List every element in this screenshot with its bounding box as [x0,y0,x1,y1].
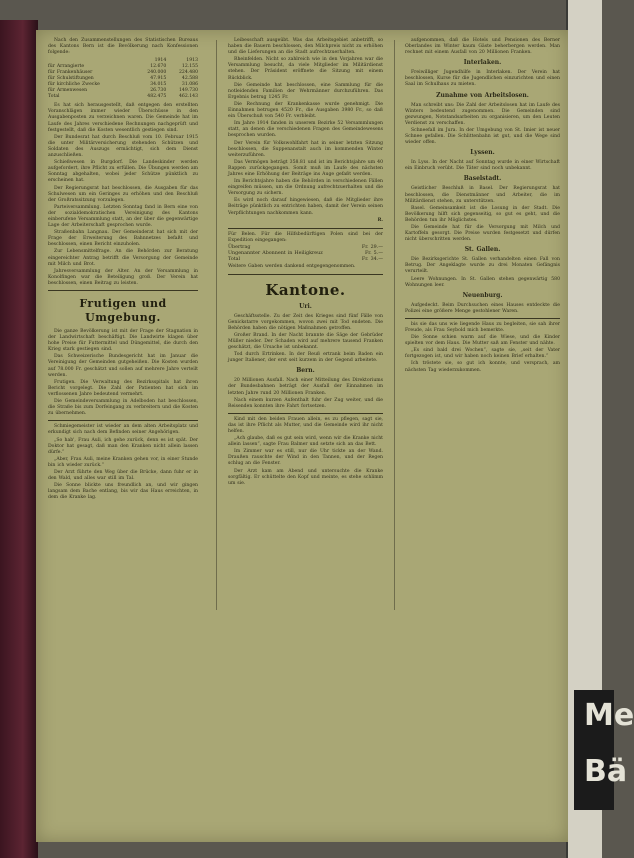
section-rule [405,318,560,319]
story-paragraph: Der Arzt führte den Weg über die Brücke, dann fuhr er in den Wald, und alles war still im Tal. [48,469,198,482]
subsection-heading: Uri. [299,302,312,310]
statistics-table [48,58,198,100]
table-cell: für kirchliche Zwecke [48,82,100,88]
article-paragraph: Nach den Zusammenstellungen des Statistischen Bureaus des Kantons Bern ist die Bevölkerung nach Konfessionen folgende: [48,38,198,56]
article-paragraph: Es hat sich herausgestellt, daß entgegen den erstellten Voranschlägen immer wieder Überschüsse in den Ausgabenposten zu verzeichnen waren. Die Gemeinde hat im Laufe des Jahres verschiedene Rechnungen nachgeprüft und festgestellt, daß die Kosten wesentlich gestiegen sind. [48,103,198,133]
article-paragraph: 20 Millionen Ausfall. Nach einer Mitteilung des Direktoriums der Bundesbahnen beträgt der Ausfall der Einnahmen im letzten Jahre rund 20 Millionen Franken. [228,378,383,396]
donation-label: Übertrag [228,244,251,250]
table-cell: für Arrangierte [48,64,85,70]
story-paragraph: Ich tröstete sie, so gut ich konnte, und versprach, am nächsten Tag wiederzukommen. [405,361,560,373]
table-cell: 1913 [186,58,198,64]
article-paragraph: Im Berichtsjahre haben die Behörden in verschiedenen Fällen eingreifen müssen, um die Ordnung aufrechtzuerhalten und die Versorgung zu sichern. [228,179,383,197]
column-divider [216,40,217,610]
adjacent-page-fragment-2: Bä [584,754,628,789]
section-rule [48,290,198,291]
article-paragraph: Die Gemeinde hat für die Versorgung mit Milch und Kartoffeln gesorgt. Die Preise wurden festgesetzt und dürfen nicht überschritten werden. [405,224,560,243]
section-heading-kantone: Kantone. [265,280,346,299]
story-paragraph: „Es sind bald drei Wochen“, sagte sie, „seit der Vater fortgezogen ist, und wir haben noch keinen Brief erhalten.“ [405,348,560,360]
story-paragraph: „So hab', Frau Auli, ich gehe zurück, denn es ist spät. Der Doktor hat gesagt, daß man den Kranken nicht allein lassen dürfe.“ [48,437,198,455]
table-cell: 462.143 [179,94,198,100]
article-paragraph: Schießwesen in Burgdorf. Die Landeskinder werden aufgefordert, ihre Pflicht zu erfüllen. Die Übungen werden am Sonntag abgehalten, wobei jeder Schütze pünktlich zu erscheinen hat. [48,160,198,184]
article-paragraph: Leibesschaft ausgeübt. Was das Arbeitsgebiet anbetrifft, so haben die Bauern beschlossen, den Milchpreis nicht zu erhöhen und die Lieferungen an die Stadt aufrechtzuerhalten. [228,38,383,56]
table-cell: 149.730 [179,88,198,94]
table-cell: für Frankenhäuser [48,70,93,76]
section-rule [228,413,383,414]
article-paragraph: Man schreibt uns: Die Zahl der Arbeitslosen hat im Laufe des Winters bedeutend zugenommen. Die Gemeinden sind gezwungen, Notstandsarbeiten zu organisieren, um den Leuten Verdienst zu verschaffen. [405,102,560,126]
article-paragraph: Zur Lebensmittelfrage. An die Behörden zur Beratung eingereichter Antrag betrifft die Versorgung der Gemeinde mit Milch und Brot. [48,249,198,267]
donation-amount: Fr. 5.— [364,251,383,257]
table-cell: 240.000 [147,70,167,76]
article-paragraph: Die Gemeindeversammlung in Adelboden hat beschlossen, die Straße bis zum Dorfeingang zu verbreitern und die Kosten zu übernehmen. [48,399,198,417]
table-cell: 34.015 [150,82,167,88]
article-paragraph: Der Verein für Volkswohlfahrt hat in seiner letzten Sitzung beschlossen, die Suppenanstalt auch im kommenden Winter weiterzuführen. [228,140,383,158]
table-cell: 47.915 [150,76,167,82]
subsection-heading: Bern. [296,367,315,375]
donation-label: Ungenannter Abonnent in Heiligkreuz [228,251,323,257]
article-paragraph: Geschäftsstelle. Zu der Zeit des Krieges sind fünf Fälle von Genickstarre vorgekommen, wovon zwei mit Tod endeten. Die Behörden haben die nötigen Maßnahmen getroffen. [228,313,383,331]
book-binding [0,20,38,858]
article-paragraph: Tod durch Ertrinken. In der Reuß ertrank beim Baden ein junger Italiener, der erst seit kurzem in der Gegend arbeitete. [228,352,383,364]
donation-amount: Fr. 34.— [361,257,383,263]
subsection-heading: Zunahme von Arbeitslosen. [436,91,529,99]
article-paragraph: Die Rechnung der Krankenkasse wurde genehmigt. Die Einnahmen betrugen 4520 Fr., die Ausgaben 3980 Fr., so daß ein Überschuß von 540 Fr. verbleibt. [228,101,383,120]
article-paragraph: Parteiversammlung. Letzten Sonntag fand in Bern eine von der sozialdemokratischen Vereinigung des Kantons einberufene Versammlung statt, an der über die gegenwärtige Lage der Arbeiterschaft gesprochen wurde. [48,204,198,229]
story-paragraph: „Aber, Frau Auli, meine Kranken gehen vor, in einer Stunde bin ich wieder zurück.“ [48,456,198,468]
table-cell: 482.475 [147,94,167,100]
article-paragraph: Der Bundesrat hat durch Beschluß vom 10. Februar 1915 die unter Militärversicherung stehenden Schützen und Soldaten des Auszugs ermächtigt, sich dem Dienst anzuschließen. [48,134,198,159]
table-cell: 12.155 [181,64,198,70]
subsection-heading: Neuenburg. [462,291,503,299]
story-paragraph: Kind mit den beiden Frauen allein, es zu pflegen, sagt sie, das ist ihre Pflicht als Mutter, und die Gemeinde wird ihr nicht helfen. [228,416,383,435]
article-paragraph: Rheinfelden. Nicht so zahlreich wie in den Vorjahren war die Versammlung besucht, da viele Mitglieder im Militärdienst stehen. Der Präsident eröffnete die Sitzung mit einem Rückblick. [228,57,383,81]
section-rule [48,420,198,421]
newspaper-page [36,30,568,842]
story-paragraph: Die Sonne blickte uns freundlich an, und wir gingen langsam dem Bache entlang, bis wir das Haus erreichten, in dem die Kranke lag. [48,483,198,501]
article-paragraph: Großer Brand. In der Nacht brannte die Säge der Gebrüder Müller nieder. Der Schaden wird auf mehrere tausend Franken geschätzt, die Ursache ist unbekannt. [228,332,383,351]
article-paragraph: Der Regierungsrat hat beschlossen, die Ausgaben für das Schulwesen um ein Geringes zu erhöhen und den Beschluß der Großratssitzung vorzulegen. [48,185,198,203]
article-paragraph: Frutigen. Die Verwaltung des Bezirksspitals hat ihren Bericht vorgelegt. Die Zahl der Patienten hat sich im verflossenen Jahre bedeutend vermehrt. [48,379,198,397]
article-paragraph: Geistlicher Beschluß in Basel. Der Regierungsrat hat beschlossen, die Dienstmänner und Arbeiter, die im Militärdienst stehen, zu unterstützen. [405,186,560,204]
table-cell: 224.480 [179,70,198,76]
article-paragraph: In Lyss. In der Nacht auf Sonntag wurde in einer Wirtschaft ein Einbruch verübt. Die Täter sind noch unbekannt. [405,160,560,172]
article-paragraph: Leere Wohnungen. In St. Gallen stehen gegenwärtig 580 Wohnungen leer. [405,276,560,288]
article-paragraph: Basel. Gemeinsamkeit ist die Losung in der Stadt. Die Bevölkerung hilft sich gegenseitig, so gut es geht, und die Behörden tun ihr Möglichstes. [405,205,560,223]
subsection-heading: Baselstadt. [463,175,502,183]
table-cell: 26.730 [150,88,167,94]
adjacent-page [566,0,634,858]
story-paragraph: Im Zimmer war es still, nur die Uhr tickte an der Wand. Draußen rauschte der Wind in den Tannen, und der Regen schlug an die Fenster. [228,449,383,467]
article-paragraph: Die Bezirksgerichte St. Gallen verhandelten einen Fall von Betrug. Der Angeklagte wurde zu drei Monaten Gefängnis verurteilt. [405,257,560,275]
article-paragraph: Das Schweizerische Bundesgericht hat im Januar die Vereinigung der Gemeinden gutgeheißen. Die Kosten wurden auf 78.000 Fr. geschätzt und sollen auf mehrere Jahre verteilt werden. [48,354,198,378]
article-paragraph: aufgenommen, daß die Hotels und Pensionen des Berner Oberlandes im Winter kaum Gäste beherbergen werden. Man rechnet mit einem Ausfall von 20 Millionen Franken. [405,38,560,56]
article-paragraph: Jahresversammlung der Alter. An der Versammlung in Konolfingen war die Beteiligung groß. Der Verein hat beschlossen, einen Beitrag zu leisten. [48,268,198,286]
section-heading: Frutigen und Umgebung. [79,297,167,324]
table-cell: 31.086 [181,82,198,88]
column-2 [228,38,383,488]
donation-amount: Fr. 29.— [361,244,383,250]
donation-box [228,228,383,275]
table-cell: 42.588 [181,76,198,82]
story-paragraph: Der Arzt kam am Abend und untersuchte die Kranke sorgfältig. Er schüttelte den Kopf und meinte, es stehe schlimm um sie. [228,468,383,486]
table-cell: 1914 [154,58,167,64]
table-cell: 12.670 [150,64,167,70]
subsection-heading: Interlaken. [463,59,502,67]
story-paragraph: Schmiegemeister ist wieder an dem alten Arbeitsplatz und erkundigt sich nach dem Befinden seiner Angehörigen. [48,424,198,436]
article-signature: R. [377,217,383,223]
story-paragraph: Die Sonne schien warm auf die Wiese, und die Kinder spielten vor dem Haus. Die Mutter saß am Fenster und nähte. [405,335,560,347]
donation-footer: Weitere Gaben werden dankend entgegengenommen. [228,263,356,269]
article-paragraph: Straßenbahn Langnau. Der Gemeinderat hat sich mit der Frage der Erweiterung des Bahnnetzes befaßt und beschlossen, einen Bericht einzuholen. [48,230,198,248]
article-paragraph: Im Jahre 1914 fanden in unserem Bezirke 52 Versammlungen statt, an denen die verschiedenen Fragen des Gemeindewesens besprochen wurden. [228,121,383,139]
donation-title: Für Belen. Für die Hilfsbedürftigen Polen sind bei der Expedition eingegangen: [228,231,383,243]
story-paragraph: bis sie das uns wie liegende Haus zu begleiten, sie sah ihrer Freude, als Frau Seybold mich bemerkte. [405,321,560,333]
table-cell: für Schulstiftungen [48,76,94,82]
article-paragraph: Freiwilliger Jugendhilfe in Interlaken. Der Verein hat beschlossen, Kurse für die Jugendlichen einzurichten und einen Saal im Schulhaus zu mieten. [405,70,560,88]
story-paragraph: „Ach glaube, daß es gut sein wird, wenn wir die Kranke nicht allein lassen“, sagte Frau Balmer und setzte sich an das Bett. [228,436,384,448]
column-3 [405,38,560,375]
adjacent-page-fragment-1: Me [584,698,634,733]
adjacent-page-banner [574,690,634,810]
column-divider [394,40,395,610]
column-1 [48,38,198,502]
article-paragraph: Die ganze Bevölkerung ist mit der Frage der Stagnation in der Landwirtschaft beschäftigt. Die Landwirte klagen über hohe Preise für Futtermittel und Düngemittel, die durch den Krieg stark gestiegen sind. [48,329,198,353]
subsection-heading: Lyssen. [470,149,495,157]
article-paragraph: Das Vermögen beträgt 358.81 und ist im Berichtsjahre um 40 Rappen zurückgegangen. Somit muß im Laufe des nächsten Jahres eine Erhöhung der Beiträge ins Auge gefaßt werden. [228,159,383,177]
subsection-heading: St. Gallen. [464,246,501,254]
donation-label: Total [228,257,241,263]
table-cell: für Armenwesen [48,88,88,94]
article-paragraph: Nach einem kurzen Aufenthalt fuhr der Zug weiter, und die Reisenden konnten ihre Fahrt fortsetzen. [228,397,383,409]
article-paragraph: Es wird noch darauf hingewiesen, daß die Mitglieder ihre Beiträge pünktlich zu entrichten haben, damit der Verein seinen Verpflichtungen nachkommen kann. [228,198,383,216]
table-row [48,94,198,100]
article-paragraph: Schneefall im Jura. In der Umgebung von St. Imier ist neuer Schnee gefallen. Die Schlittenbahn ist gut, und die Wege sind wieder offen. [405,127,560,146]
table-cell: Total [48,94,60,100]
article-paragraph: Die Gemeinde hat beschlossen, eine Sammlung für die notleidenden Familien der Wehrmänner durchzuführen. Das Ergebnis betrug 1245 Fr. [228,82,383,100]
article-paragraph: Aufgedeckt. Beim Durchsuchen eines Hauses entdeckte die Polizei eine größere Menge gestohlener Waren. [405,302,560,314]
